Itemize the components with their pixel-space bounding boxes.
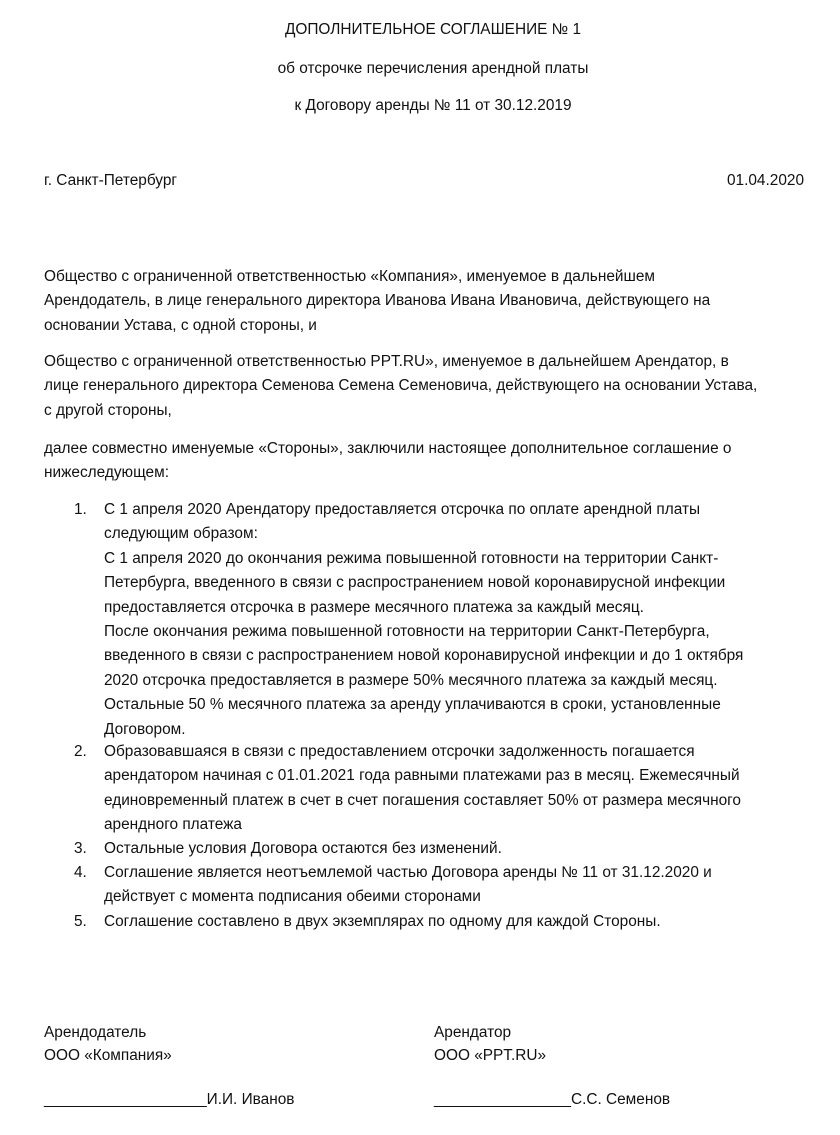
list-item-3 [104,837,814,861]
parties-together-paragraph [44,437,804,486]
paragraph-line: с другой стороны, [44,401,172,419]
list-item-line: Соглашение составлено в двух экземплярах по одному для каждой Стороны. [104,913,661,930]
tenant-signature-line: ________________С.С. Семенов [434,1091,671,1108]
list-item-line: 2020 отсрочка предоставляется в размере 50% месячного платежа за каждый месяц. [104,671,718,689]
paragraph-line: Арендодатель, в лице генерального директора Иванова Ивана Ивановича, действующего на [44,292,711,310]
list-item-line: Остальные условия Договора остаются без изменений. [104,840,502,857]
list-item-line: Соглашение является неотъемлемой частью Договора аренды № 11 от 31.12.2020 и [104,864,712,881]
list-item-line: После окончания режима повышенной готовности на территории Санкт-Петербурга, [104,623,710,641]
list-item-line: арендатором начиная с 01.01.2021 года равными платежами раз в месяц. Ежемесячный [104,767,740,785]
paragraph-line: Общество с ограниченной ответственностью PPT.RU», именуемое в дальнейшем Арендатор, в [44,353,729,370]
paragraph-line: лице генерального директора Семенова Семена Семеновича, действующего на основании Устава, [44,377,758,395]
document-subtitle: об отсрочке перечисления арендной платы [277,60,589,77]
list-item-line: С 1 апреля 2020 до окончания режима повышенной готовности на территории Санкт- [104,549,719,567]
landlord-role: Арендодатель [44,1024,147,1041]
tenant-org: ООО «PPT.RU» [434,1047,547,1064]
list-number: 1. [74,501,87,518]
paragraph-line: далее совместно именуемые «Стороны», заключили настоящее дополнительное соглашение о [44,440,732,457]
list-number: 4. [74,864,87,881]
list-number: 5. [74,913,87,930]
party-tenant-paragraph [44,350,804,423]
list-item-line: Образовавшаяся в связи с предоставлением отсрочки задолженность погашается [104,743,695,760]
list-number: 3. [74,840,87,857]
party-landlord-paragraph [44,265,804,338]
list-item-line: Остальные 50 % месячного платежа за аренду уплачиваются в сроки, установленные [104,696,721,714]
list-item-line: единовременный платеж в счет в счет погашения составляет 50% от размера месячного [104,791,741,809]
list-item-4 [104,861,814,910]
paragraph-line: основании Устава, с одной стороны, и [44,316,317,334]
document-title: ДОПОЛНИТЕЛЬНОЕ СОГЛАШЕНИЕ № 1 [284,21,582,38]
contract-reference: к Договору аренды № 11 от 30.12.2019 [294,97,572,114]
list-item-line: арендного платежа [104,816,242,834]
date: 01.04.2020 [726,172,804,189]
list-item-line: Договором. [104,720,186,738]
paragraph-line: нижеследующем: [44,464,169,482]
list-item-2 [104,740,814,838]
list-item-1 [104,498,814,742]
list-item-line: действует с момента подписания обеими сторонами [104,888,481,906]
list-item-line: Петербурга, введенного в связи с распространением новой коронавирусной инфекции [104,574,726,592]
landlord-signature-line: ___________________И.И. Иванов [44,1091,295,1108]
place: г. Санкт-Петербург [44,172,177,189]
landlord-org: ООО «Компания» [44,1047,172,1064]
list-item-line: следующим образом: [104,525,258,543]
list-item-line: С 1 апреля 2020 Арендатору предоставляется отсрочка по оплате арендной платы [104,501,701,518]
list-item-line: предоставляется отсрочка в размере месячного платежа за каждый месяц. [104,598,644,616]
list-item-line: введенного в связи с распространением новой коронавирусной инфекции и до 1 октября [104,647,744,665]
paragraph-line: Общество с ограниченной ответственностью «Компания», именуемое в дальнейшем [44,268,655,285]
list-item-5 [104,910,814,934]
tenant-role: Арендатор [434,1024,512,1041]
list-number: 2. [74,743,87,760]
